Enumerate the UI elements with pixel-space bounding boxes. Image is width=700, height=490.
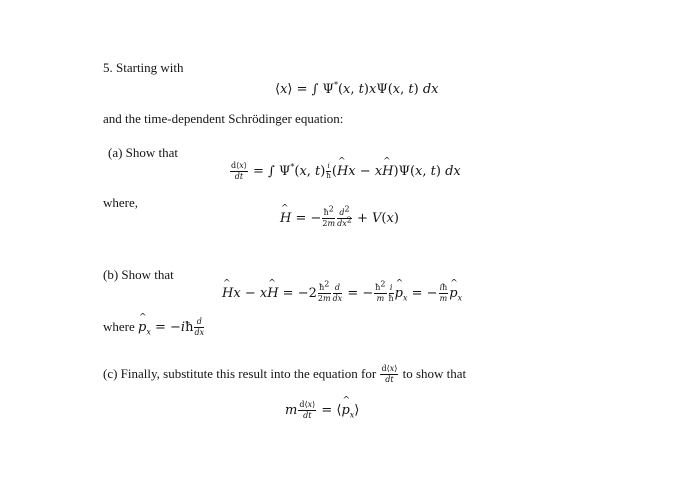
part-b-label: (b) Show that: [103, 267, 174, 282]
where-label: where,: [103, 195, 139, 210]
problem-title: 5. Starting with: [103, 60, 184, 75]
where-px-label: where: [103, 319, 135, 334]
hamiltonian-equation: H ^ = − $\frac{ħ^2}{2m}$ $\frac{d^2}{dx^2}$ + V(x): [280, 209, 399, 228]
part-c-line: [103, 365, 466, 384]
expectation-x-equation: ⟨x⟩ = ∫ Ψ*(x, t)xΨ(x, t) dx: [275, 80, 439, 97]
part-a-label: (a) Show that: [108, 145, 179, 160]
part-a-equation: $\frac{d⟨x⟩}{dt}$ = ∫ Ψ*(x, t) $\frac{i}{ħ}$ (H ^x − xH ^)Ψ(x, t) dx: [229, 162, 461, 181]
part-c-ref-fraction: $\frac{d⟨x⟩}{dt}$: [381, 364, 398, 384]
momentum-operator-line: [103, 318, 205, 337]
momentum-operator-equation: p $\^{}_x$ = −iħ $\frac{d}{dx}$: [138, 320, 205, 335]
part-c-text-after: to show that: [402, 366, 467, 381]
intro-text: and the time-dependent Schrödinger equation:: [103, 111, 344, 126]
part-c-result-equation: m $\frac{d⟨x⟩}{dt}$ = ⟨p $\^{}_x⟩$: [285, 401, 359, 420]
part-b-equation: H ^x − xH ^ = −2 $\frac{ħ^2}{2m}$ $\frac{d}{dx}$ = − $\frac{ħ^2}{m}$ $\frac{i}{ħ}$ p $\^{}_x$ = − $\frac{iħ}{m}$ p $\^{}_x$: [222, 284, 462, 303]
part-c-text-before: (c) Finally, substitute this result into the equation for: [103, 366, 377, 381]
